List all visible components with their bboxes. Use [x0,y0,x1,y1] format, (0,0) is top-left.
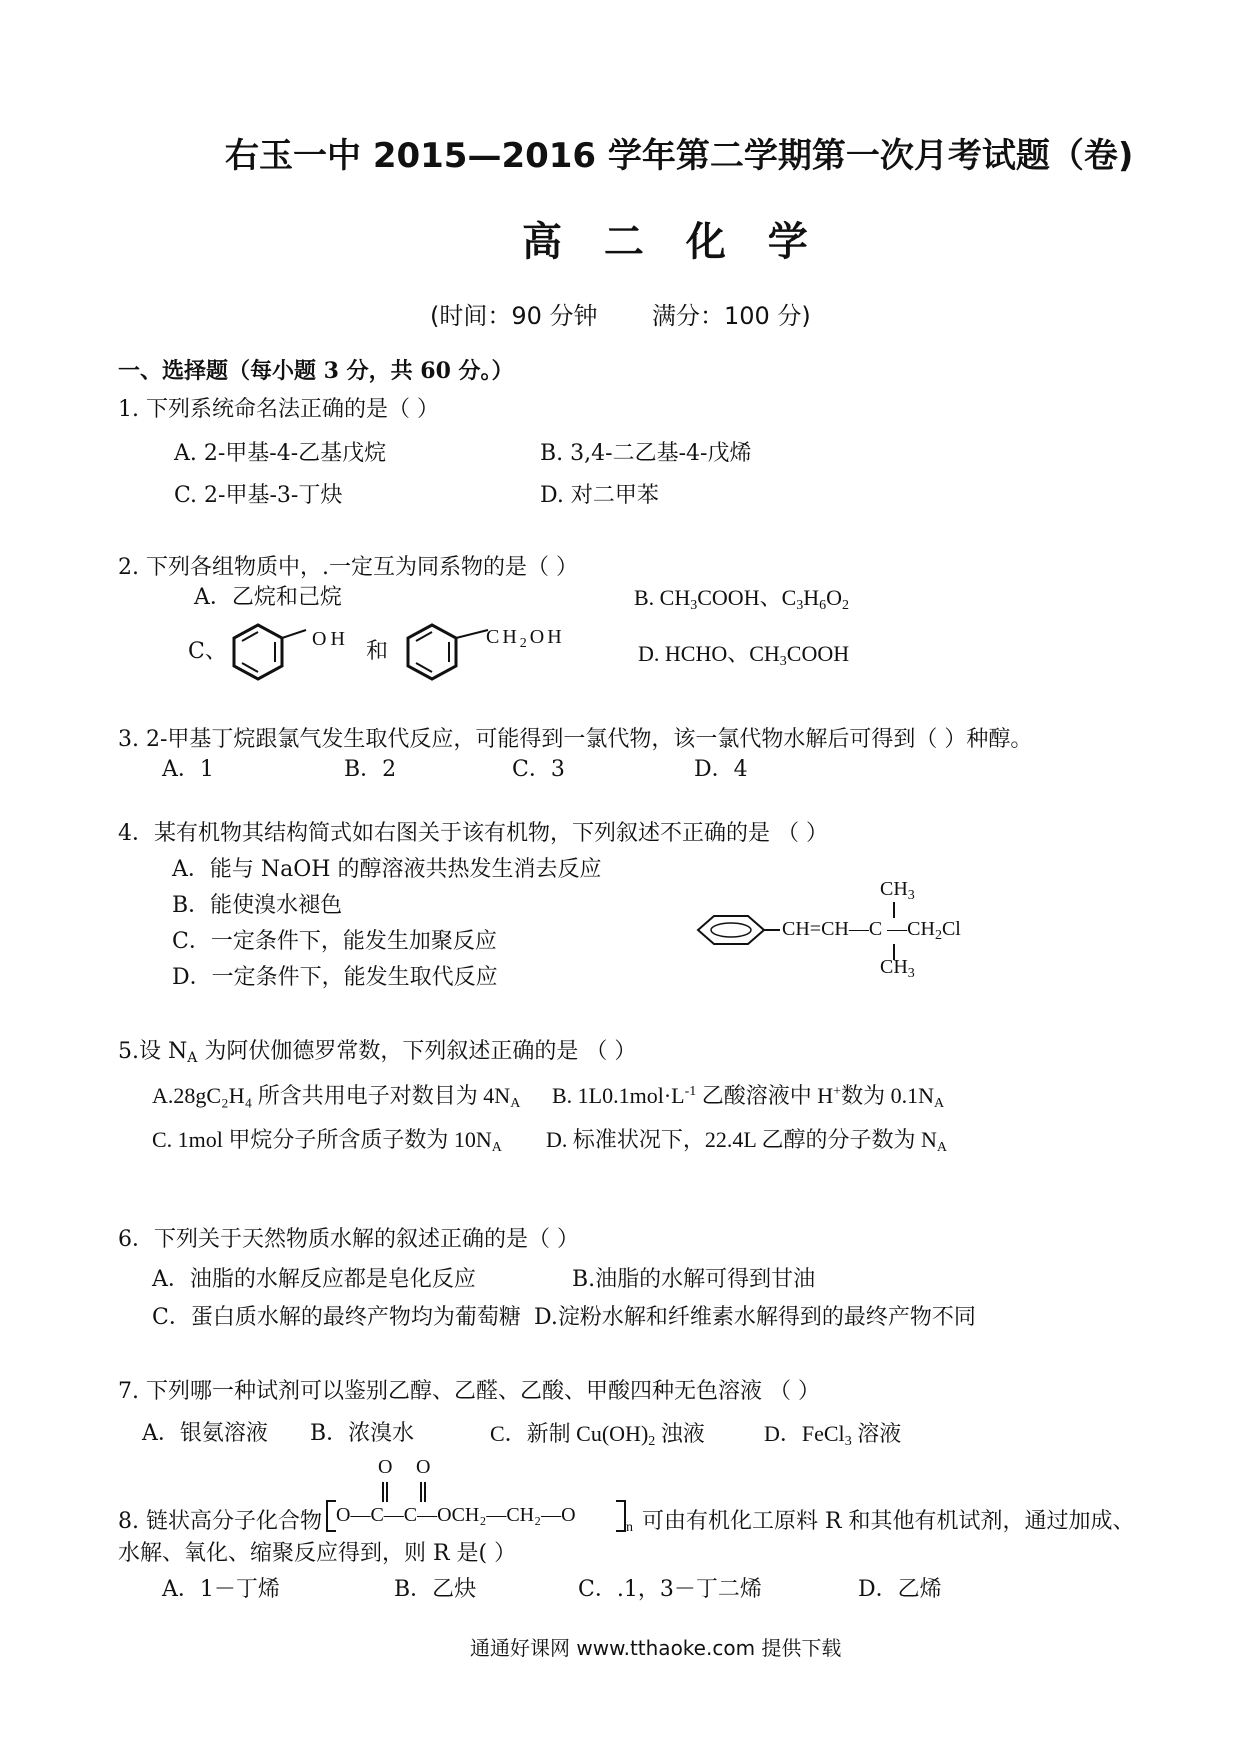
question-8-stem-line2: 水解、氧化、缩聚反应得到，则 R 是( ） [118,1541,517,1566]
question-7-option-a: A．银氨溶液 [142,1421,268,1446]
question-7-option-c: C．新制 $Cu(OH)_2$ 浊液 [490,1421,705,1449]
question-5-option-d: D. 标准状况下，22.4L 乙醇的分子数为 $N_A$ [546,1127,948,1155]
question-4-bond-top [893,902,895,918]
question-8-double-bond-2 [420,1482,426,1502]
question-4-stem: 4．某有机物其结构简式如右图关于该有机物，下列叙述不正确的是 （ ） [118,821,828,846]
question-4-benzene-ring [692,910,792,950]
question-3-option-c: C．3 [512,757,565,782]
exam-score: 满分：100 分) [652,302,811,330]
question-8-bracket-right [616,1500,626,1532]
exam-title: 右玉一中 2015—2016 学年第二学期第一次月考试题（卷) [225,136,1134,176]
benzyl-ch2oh-label: $CH_2OH$ [486,626,565,651]
question-3-stem: 3. 2-甲基丁烷跟氯气发生取代反应，可能得到一氯代物，该一氯代物水解后可得到（ ）种醇。 [118,727,1033,752]
section-heading: 一、选择题（每小题 3 分，共 60 分。） [118,358,514,384]
question-6-option-d: D.淀粉水解和纤维素水解得到的最终产物不同 [534,1305,976,1330]
question-6-option-a: A．油脂的水解反应都是皂化反应 [152,1267,476,1292]
question-2-option-d: D. HCHO、$CH_3COOH$ [638,641,850,669]
question-5-option-c: C. 1mol 甲烷分子所含质子数为 $10N_A$ [152,1127,502,1155]
question-1-option-b: B. 3,4-二乙基-4-戊烯 [540,441,752,466]
question-5-stem: 5.设 $N_A$ 为阿伏伽德罗常数，下列叙述正确的是 （ ） [118,1039,637,1066]
question-4-chain: CH=CH—C $—CH_2Cl$ [782,918,961,943]
question-3-option-a: A．1 [162,757,214,782]
question-8-stem: 8. 链状高分子化合物 [118,1509,322,1534]
question-4-option-d: D．一定条件下，能发生取代反应 [172,965,498,990]
question-5-option-a: A.28gC₂H₄ 所含共用电子对数目为 $4N_A$ [152,1083,521,1111]
question-8-polymer-n: n [626,1520,633,1535]
question-8-option-a: A．1－丁烯 [162,1577,280,1602]
question-2-option-a: A．乙烷和己烷 [194,585,342,610]
question-3-option-d: D．4 [694,757,748,782]
question-1-option-c: C. 2-甲基-3-丁炔 [174,483,343,508]
exam-time: (时间：90 分钟 [430,302,598,330]
question-2-and: 和 [366,639,389,664]
question-7-stem: 7. 下列哪一种试剂可以鉴别乙醇、乙醛、乙酸、甲酸四种无色溶液 （ ） [118,1379,820,1404]
question-8-carbonyl-o1: O [378,1456,393,1478]
question-8-option-b: B．乙炔 [394,1577,477,1602]
question-1-stem: 1. 下列系统命名法正确的是（ ） [118,397,439,422]
question-4-option-c: C．一定条件下，能发生加聚反应 [172,929,497,954]
question-7-option-d: D．FeCl$_3$ 溶液 [764,1421,902,1449]
question-5-option-b: B. $1L0.1mol\cdot L^{-1}$ 乙酸溶液中 H+数为 $0.1N_A$ [552,1083,945,1111]
subject-title: 高 二 化 学 [522,219,822,265]
question-4-option-b: B．能使溴水褪色 [172,893,343,918]
question-4-ch3-bottom: $CH_3$ [880,956,915,981]
question-8-carbonyl-o2: O [416,1456,431,1478]
question-2-option-c: C、 [188,639,227,664]
question-4-option-a: A．能与 NaOH 的醇溶液共热发生消去反应 [172,857,602,882]
question-8-bracket-left [326,1500,336,1532]
question-6-option-b: B.油脂的水解可得到甘油 [572,1267,816,1292]
question-8-stem-continued: 可由有机化工原料 R 和其他有机试剂，通过加成、 [642,1509,1135,1534]
question-8-double-bond-1 [382,1482,388,1502]
question-2-option-b: B. $CH_3COOH$、$C_3H_6O_2$ [634,585,850,613]
question-1-option-a: A. 2-甲基-4-乙基戊烷 [174,441,387,466]
question-3-option-b: B．2 [344,757,397,782]
question-1-option-d: D. 对二甲苯 [540,483,659,508]
question-4-ch3-top: $CH_3$ [880,878,915,903]
page-footer: 通通好课网 www.tthaoke.com 提供下载 [470,1636,842,1660]
question-8-option-c: C．.1，3－丁二烯 [578,1577,762,1602]
question-6-option-c: C．蛋白质水解的最终产物均为葡萄糖 [152,1305,521,1330]
question-8-polymer: O—C—C—OCH₂—CH₂—O [336,1504,576,1526]
phenol-oh-label: OH [312,628,349,650]
question-7-option-b: B．浓溴水 [310,1421,415,1446]
question-6-stem: 6．下列关于天然物质水解的叙述正确的是（ ） [118,1227,579,1252]
question-8-option-d: D．乙烯 [858,1577,942,1602]
question-2-stem: 2. 下列各组物质中，.一定互为同系物的是（ ） [118,555,578,580]
